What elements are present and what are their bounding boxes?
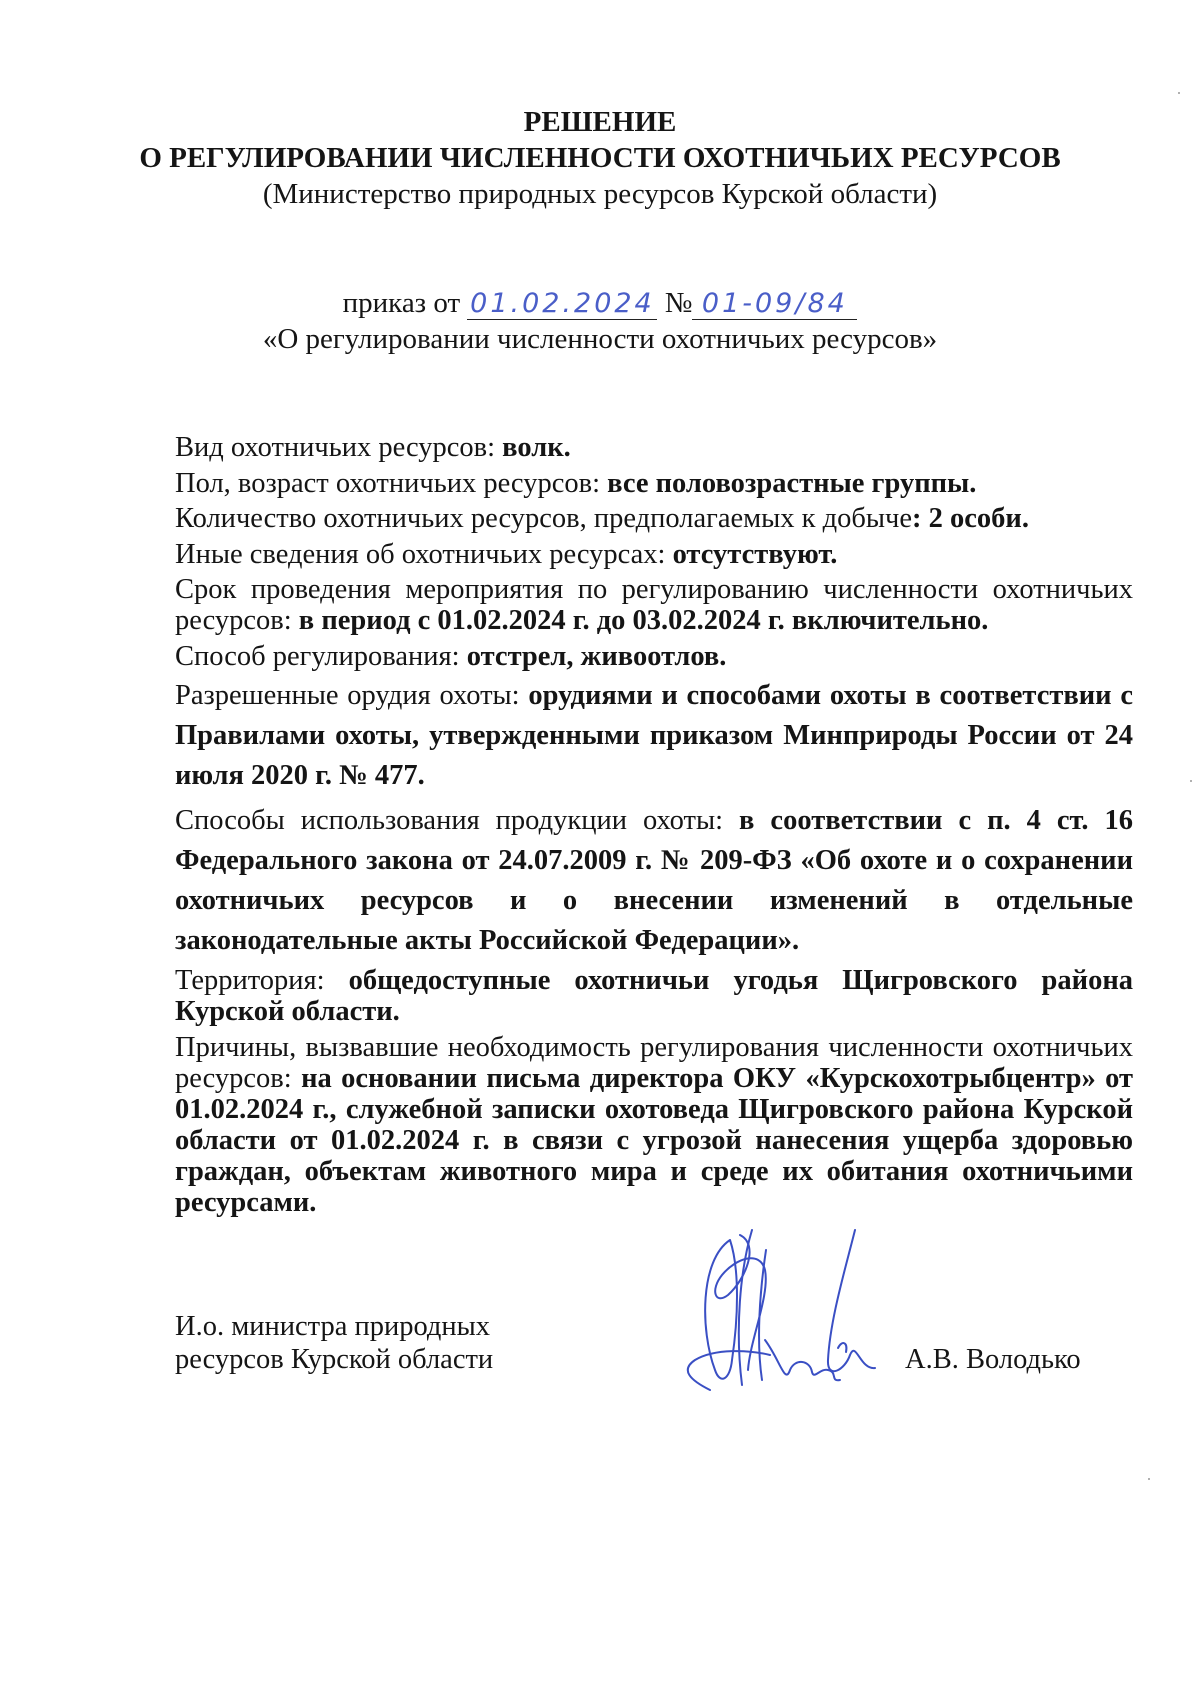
field-label: Срок проведения мероприятия по регулированию численности охотничьих ресурсов:	[175, 574, 1133, 636]
field-value: в период с 01.02.2024 г. до 03.02.2024 г. включительно.	[298, 605, 989, 636]
field-method	[175, 641, 1133, 672]
field-value: орудиями и способами охоты в соответствии с Правилами охоты, утвержденными приказом Минприроды России от 24 июля 2020 г. № 477.	[175, 680, 1133, 791]
order-number-handwritten: 01-09/84	[692, 289, 857, 320]
field-label: Количество охотничьих ресурсов, предполагаемых к добыче	[175, 503, 913, 534]
field-period	[175, 574, 1133, 636]
order-reference	[0, 286, 1200, 320]
scan-speck	[1190, 780, 1192, 782]
field-value: отсутствуют.	[672, 538, 838, 570]
field-tools	[175, 676, 1133, 796]
field-value: : 2 особи.	[912, 503, 1029, 534]
order-name: «О регулировании численности охотничьих ресурсов»	[262, 323, 938, 355]
signatory-position-line-2: ресурсов Курской области	[175, 1344, 494, 1375]
scan-speck	[1148, 1478, 1150, 1480]
handwritten-signature-icon	[670, 1220, 900, 1400]
field-reasons	[175, 1032, 1133, 1218]
signatory-position-line-1: И.о. министра природных	[175, 1311, 491, 1342]
signatory-name: А.В. Володько	[905, 1344, 1081, 1375]
field-other-info	[175, 539, 1133, 570]
field-label: Разрешенные орудия охоты:	[175, 680, 529, 711]
field-value: волк.	[502, 432, 571, 463]
field-label: Пол, возраст охотничьих ресурсов:	[175, 467, 608, 499]
field-label: Причины, вызвавшие необходимость регулирования численности охотничьих ресурсов:	[175, 1031, 1133, 1094]
field-territory	[175, 965, 1133, 1027]
order-date-handwritten: 01.02.2024	[467, 289, 657, 320]
field-quantity	[175, 503, 1133, 534]
field-label: Способы использования продукции охоты:	[175, 804, 740, 836]
document-header	[0, 104, 1200, 212]
decision-body	[175, 432, 1133, 1222]
document-subtitle: О РЕГУЛИРОВАНИИ ЧИСЛЕННОСТИ ОХОТНИЧЬИХ РЕСУРСОВ	[139, 142, 1061, 174]
field-label: Вид охотничьих ресурсов:	[175, 432, 503, 463]
field-value: общедоступные охотничьи угодья Щигровского района Курской области.	[175, 965, 1133, 1027]
order-number-label: №	[664, 287, 693, 319]
field-value: на основании письма директора ОКУ «Курскохотрыбцентр» от 01.02.2024 г., служебной записки охотоведа Щигровского района Курской области от 01.02.2024 г. в связи с угрозой нанесения ущерба здоровью граждан, объектам животного мира и среде их обитания охотничьими ресурсами.	[175, 1062, 1133, 1218]
field-product-use	[175, 801, 1133, 961]
scan-speck	[1178, 92, 1180, 94]
field-species	[175, 432, 1133, 463]
field-label: Иные сведения об охотничьих ресурсах:	[175, 538, 673, 570]
field-value: в соответствии с п. 4 ст. 16 Федерального закона от 24.07.2009 г. № 209-ФЗ «Об охоте и о сохранении охотничьих ресурсов и о внесении изменений в отдельные законодательные акты Российской Федерации».	[175, 804, 1133, 956]
document-title: РЕШЕНИЕ	[523, 106, 677, 138]
field-label: Способ регулирования:	[175, 640, 467, 672]
field-value: все половозрастные группы.	[607, 467, 977, 499]
signatory-position	[175, 1310, 493, 1376]
field-sex-age	[175, 468, 1133, 499]
field-value: отстрел, живоотлов.	[466, 640, 727, 672]
order-prefix: приказ от	[342, 287, 461, 319]
issuer-name: (Министерство природных ресурсов Курской области)	[262, 178, 938, 210]
field-label: Территория:	[175, 965, 349, 996]
